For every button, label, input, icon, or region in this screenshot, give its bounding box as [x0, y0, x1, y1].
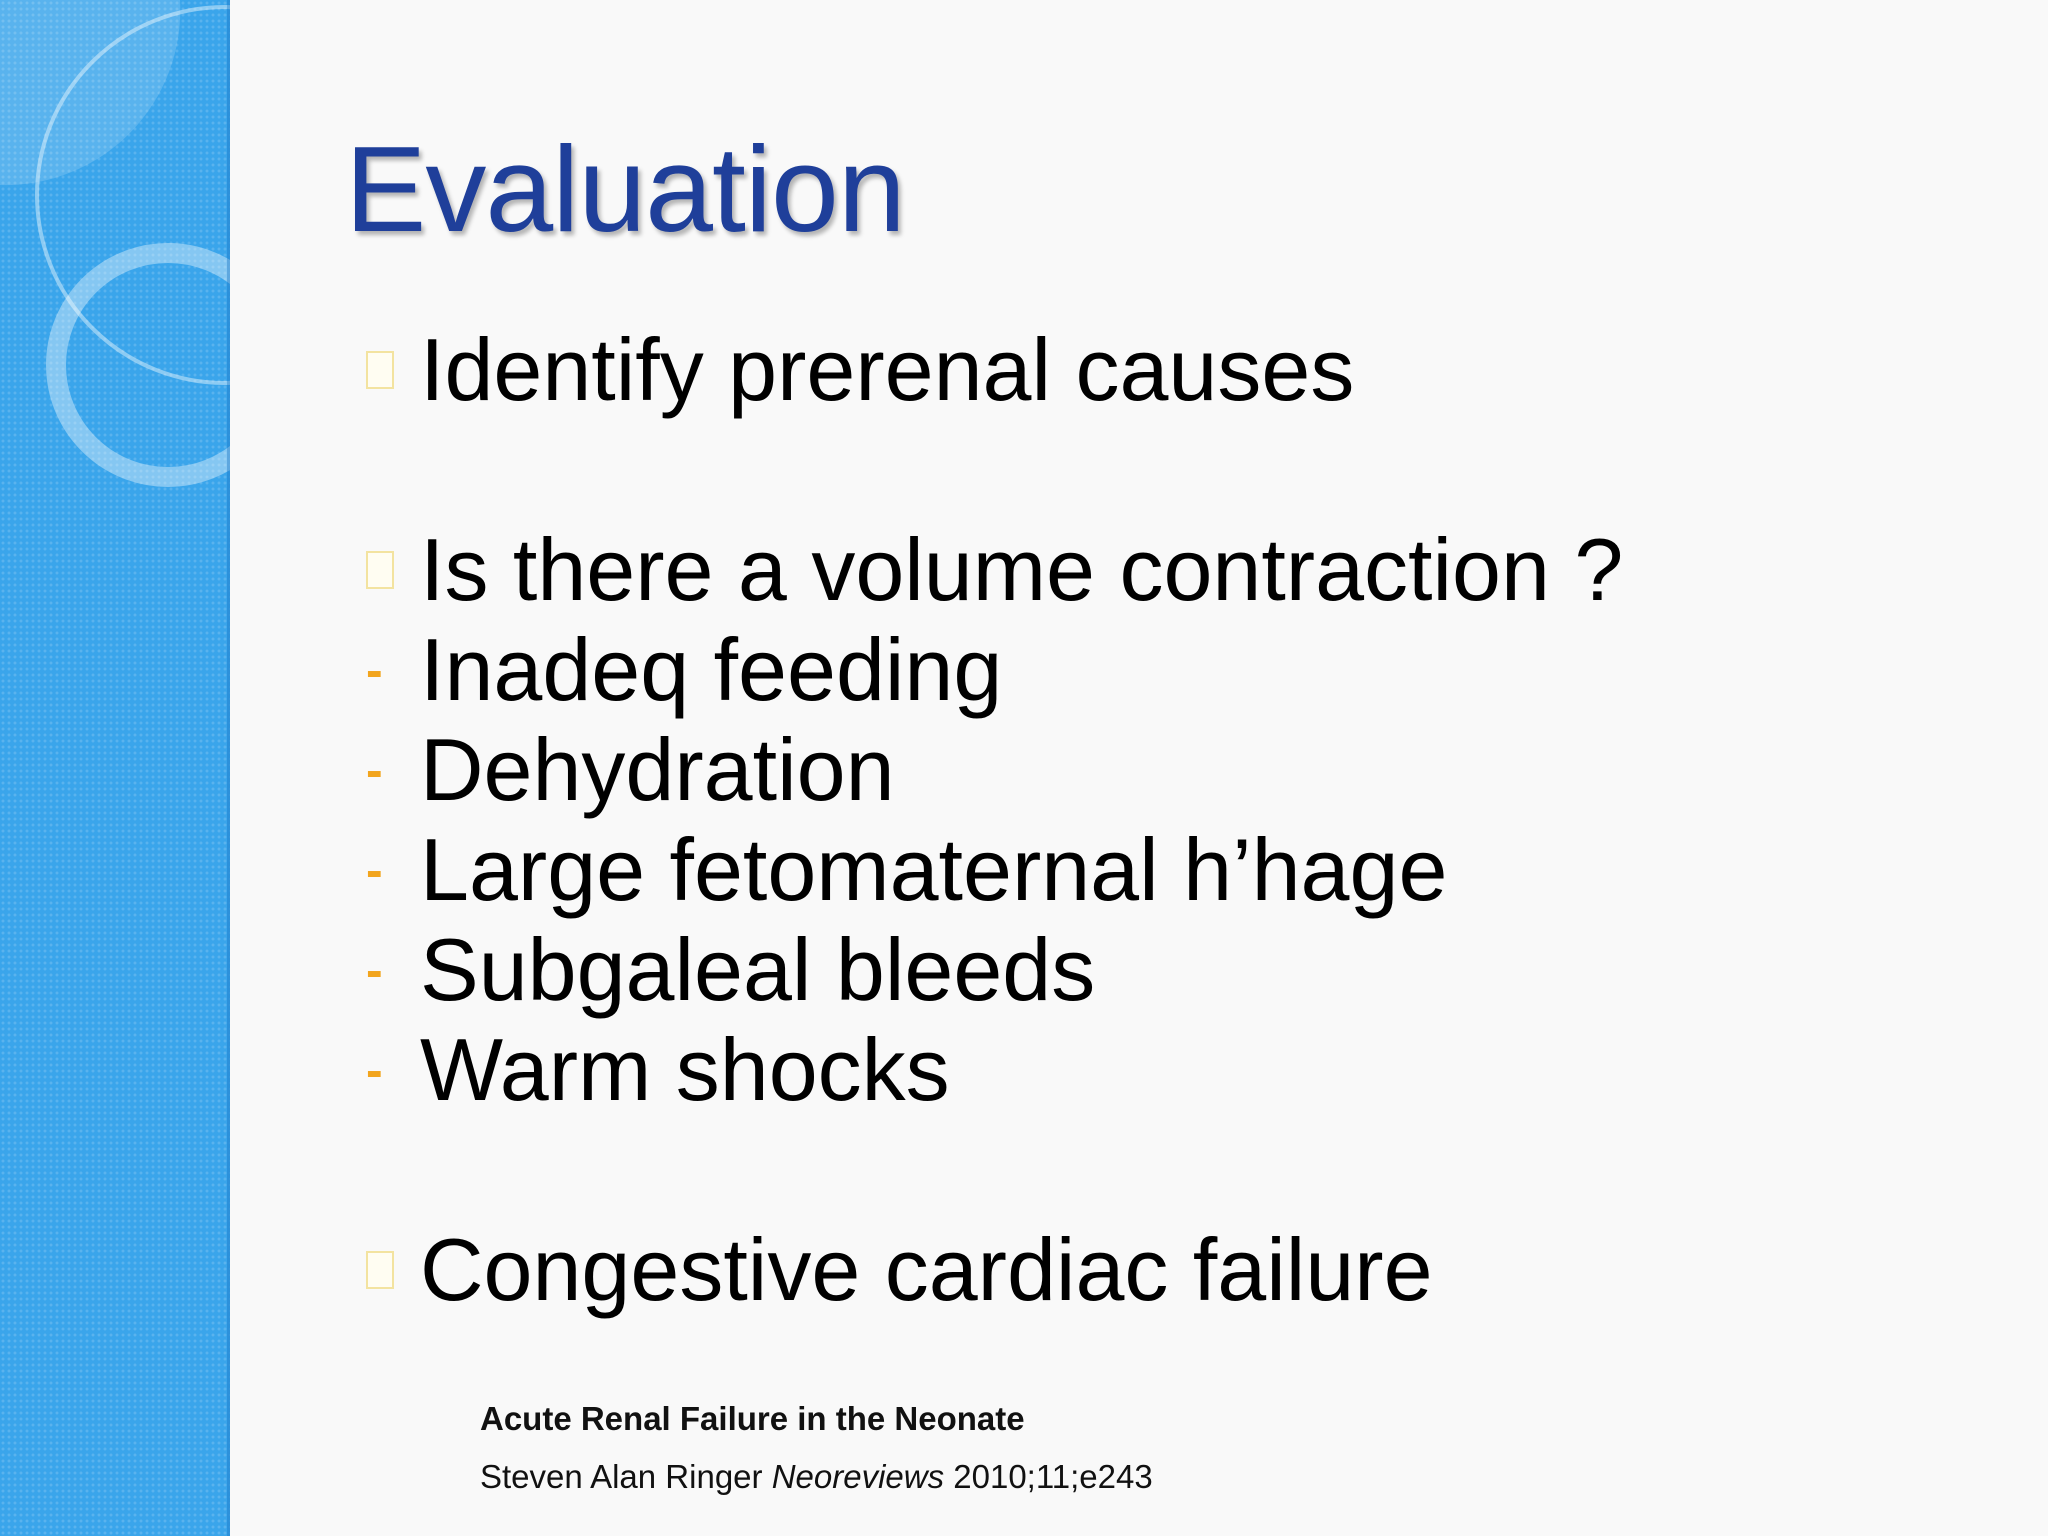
- reference-journal: Neoreviews: [771, 1458, 945, 1495]
- reference-citation: [480, 1458, 1153, 1496]
- dash-marker: -: [366, 742, 383, 798]
- sub-item-text: Large fetomaternal h’hage: [420, 820, 1448, 919]
- slide-title: Evaluation: [345, 121, 905, 257]
- bullet-text: Congestive cardiac failure: [420, 1220, 1433, 1319]
- dash-marker: -: [366, 1042, 383, 1098]
- dash-marker: -: [366, 942, 383, 998]
- bullet-box-icon: [366, 351, 394, 389]
- bullet-text: Identify prerenal causes: [420, 320, 1355, 419]
- sub-item-text: Inadeq feeding: [420, 620, 1003, 719]
- dash-marker: -: [366, 842, 383, 898]
- bullet-item: [366, 1220, 1433, 1320]
- sub-item-text: Warm shocks: [420, 1020, 950, 1119]
- sub-item: [366, 620, 1002, 720]
- decorative-quarter-disc: [0, 0, 180, 185]
- dash-marker: -: [366, 642, 383, 698]
- bullet-box-icon: [366, 551, 394, 589]
- bullet-text: Is there a volume contraction ?: [420, 520, 1624, 619]
- decorative-circles: [0, 0, 230, 520]
- sub-item: [366, 920, 1095, 1020]
- bullet-item: [366, 320, 1354, 420]
- bullet-box-icon: [366, 1251, 394, 1289]
- reference-author: Steven Alan Ringer: [480, 1458, 763, 1495]
- decorative-side-band: [0, 0, 230, 1536]
- reference-title: Acute Renal Failure in the Neonate: [480, 1400, 1025, 1437]
- bullet-item: [366, 520, 1623, 620]
- reference-volume: 2010;11;e243: [953, 1458, 1153, 1495]
- sub-item: [366, 720, 895, 820]
- sub-item-text: Subgaleal bleeds: [420, 920, 1096, 1019]
- sub-item: [366, 1020, 950, 1120]
- sub-item-text: Dehydration: [420, 720, 895, 819]
- sub-item: [366, 820, 1447, 920]
